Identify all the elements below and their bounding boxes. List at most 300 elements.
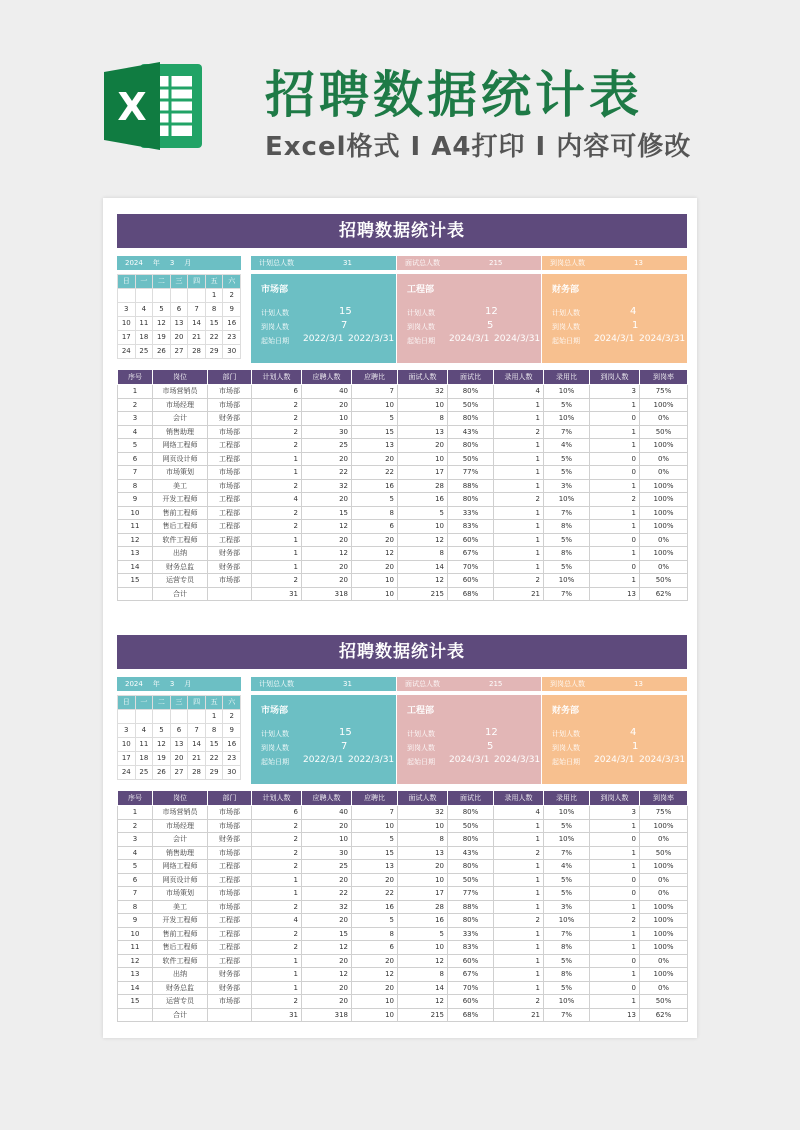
arrive-label: 到岗人数 xyxy=(552,744,580,752)
table-cell: 财务部 xyxy=(208,412,252,426)
calendar-header xyxy=(117,256,241,270)
table-cell: 32 xyxy=(302,900,352,914)
table-cell: 50% xyxy=(448,873,494,887)
table-cell: 1 xyxy=(252,560,302,574)
table-cell: 13 xyxy=(352,860,398,874)
table-cell: 10 xyxy=(352,995,398,1009)
calendar-day: 23 xyxy=(223,331,241,345)
table-cell: 100% xyxy=(640,900,688,914)
table-cell: 12 xyxy=(398,533,448,547)
table-row xyxy=(118,506,688,520)
table-cell: 28 xyxy=(398,900,448,914)
calendar-weekday: 日 xyxy=(118,696,136,710)
table-cell: 100% xyxy=(640,520,688,534)
table-cell: 20 xyxy=(302,819,352,833)
column-header: 到岗率 xyxy=(640,791,688,806)
table-cell: 1 xyxy=(590,425,640,439)
table-cell: 14 xyxy=(118,560,153,574)
table-cell: 美工 xyxy=(153,900,208,914)
table-cell: 15 xyxy=(118,995,153,1009)
table-cell: 12 xyxy=(302,968,352,982)
calendar-day: 12 xyxy=(153,317,171,331)
table-cell: 20 xyxy=(352,560,398,574)
svg-text:X: X xyxy=(117,85,147,129)
table-cell: 318 xyxy=(302,587,352,601)
table-cell: 80% xyxy=(448,860,494,874)
table-cell: 100% xyxy=(640,493,688,507)
table-cell: 1 xyxy=(252,547,302,561)
table-cell: 13 xyxy=(590,587,640,601)
table-cell: 7% xyxy=(544,506,590,520)
table-cell: 2 xyxy=(252,995,302,1009)
calendar-weekday: 日 xyxy=(118,275,136,289)
column-header: 部门 xyxy=(208,370,252,385)
table-cell: 50% xyxy=(640,425,688,439)
total-interview xyxy=(397,677,541,691)
table-cell: 14 xyxy=(118,981,153,995)
table-cell: 43% xyxy=(448,846,494,860)
table-cell: 网络工程师 xyxy=(153,439,208,453)
calendar-weekday: 四 xyxy=(188,275,206,289)
table-cell: 市场策划 xyxy=(153,887,208,901)
table-cell: 11 xyxy=(118,520,153,534)
column-header: 计划人数 xyxy=(252,370,302,385)
plan-value: 15 xyxy=(339,306,352,317)
plan-value: 4 xyxy=(630,727,637,738)
table-cell: 77% xyxy=(448,887,494,901)
table-cell: 5 xyxy=(352,493,398,507)
table-cell: 市场经理 xyxy=(153,819,208,833)
table-cell: 0% xyxy=(640,560,688,574)
table-cell: 12 xyxy=(352,968,398,982)
table-cell: 1 xyxy=(494,412,544,426)
table-cell: 75% xyxy=(640,385,688,399)
total-interview xyxy=(397,256,541,270)
table-cell: 4 xyxy=(118,846,153,860)
table-cell: 4 xyxy=(252,493,302,507)
table-cell: 88% xyxy=(448,900,494,914)
table-cell: 12 xyxy=(398,995,448,1009)
calendar-day: 25 xyxy=(136,766,154,780)
table-cell: 13 xyxy=(118,547,153,561)
table-cell: 0 xyxy=(590,833,640,847)
calendar-day: 3 xyxy=(118,303,136,317)
page-title: 招聘数据统计表 xyxy=(265,66,643,124)
table-cell: 13 xyxy=(590,1008,640,1022)
table-cell: 100% xyxy=(640,398,688,412)
table-cell: 2 xyxy=(494,425,544,439)
table-cell: 20 xyxy=(398,439,448,453)
table-cell: 16 xyxy=(398,914,448,928)
page-subtitle: Excel格式 I A4打印 I 内容可修改 xyxy=(265,132,692,162)
table-cell: 1 xyxy=(494,833,544,847)
table-row xyxy=(118,833,688,847)
column-header: 到岗人数 xyxy=(590,791,640,806)
table-cell: 2 xyxy=(252,900,302,914)
table-cell: 16 xyxy=(352,900,398,914)
table-row xyxy=(118,846,688,860)
start-date: 2022/3/1 xyxy=(303,755,344,765)
table-cell: 4% xyxy=(544,860,590,874)
table-cell: 10 xyxy=(302,833,352,847)
table-cell: 2 xyxy=(252,927,302,941)
excel-x-icon xyxy=(98,56,208,156)
table-cell: 财务部 xyxy=(208,833,252,847)
table-cell: 10 xyxy=(398,941,448,955)
plan-value: 15 xyxy=(339,727,352,738)
table-cell: 网络工程师 xyxy=(153,860,208,874)
table-cell: 1 xyxy=(494,506,544,520)
date-label: 起始日期 xyxy=(261,337,289,345)
table-cell: 1 xyxy=(494,873,544,887)
table-row xyxy=(118,520,688,534)
table-cell: 12 xyxy=(118,954,153,968)
table-cell: 75% xyxy=(640,806,688,820)
arrive-value: 5 xyxy=(487,320,494,331)
table-cell: 财务部 xyxy=(208,547,252,561)
table-cell: 5% xyxy=(544,981,590,995)
table-cell: 1 xyxy=(494,887,544,901)
calendar-weekday: 六 xyxy=(223,696,241,710)
dept-name: 财务部 xyxy=(552,706,580,716)
calendar-day: 7 xyxy=(188,303,206,317)
table-cell: 3 xyxy=(118,833,153,847)
table-cell: 市场部 xyxy=(208,574,252,588)
table-cell: 80% xyxy=(448,806,494,820)
table-cell: 0% xyxy=(640,981,688,995)
calendar-day: 23 xyxy=(223,752,241,766)
table-cell: 1 xyxy=(494,968,544,982)
table-cell: 10 xyxy=(398,520,448,534)
table-cell: 2 xyxy=(252,398,302,412)
start-date: 2024/3/1 xyxy=(449,755,490,765)
start-date: 2024/3/1 xyxy=(594,334,635,344)
end-date: 2024/3/31 xyxy=(494,334,541,344)
table-cell: 8% xyxy=(544,547,590,561)
calendar-day: 13 xyxy=(171,738,189,752)
plan-label: 计划人数 xyxy=(407,309,435,317)
table-cell: 市场营销员 xyxy=(153,806,208,820)
table-cell: 10% xyxy=(544,412,590,426)
table-cell: 8 xyxy=(352,927,398,941)
table-cell: 8 xyxy=(118,479,153,493)
table-cell: 10 xyxy=(118,927,153,941)
table-cell: 1 xyxy=(590,520,640,534)
calendar-day: 29 xyxy=(206,345,224,359)
table-cell: 5% xyxy=(544,819,590,833)
calendar-day: 26 xyxy=(153,766,171,780)
table-cell: 17 xyxy=(398,466,448,480)
calendar-day: 28 xyxy=(188,345,206,359)
table-body xyxy=(118,806,688,1022)
date-label: 起始日期 xyxy=(552,758,580,766)
table-cell: 会计 xyxy=(153,412,208,426)
table-cell: 0% xyxy=(640,833,688,847)
table-cell: 3 xyxy=(118,412,153,426)
calendar-day: 8 xyxy=(206,303,224,317)
table-cell: 25 xyxy=(302,860,352,874)
dept-card-finance xyxy=(542,274,687,363)
table-row xyxy=(118,452,688,466)
end-date: 2022/3/31 xyxy=(348,755,395,765)
calendar-day: 28 xyxy=(188,766,206,780)
table-cell: 1 xyxy=(590,574,640,588)
table-cell: 0% xyxy=(640,533,688,547)
column-header: 面试比 xyxy=(448,370,494,385)
total-label: 面试总人数 xyxy=(405,259,440,267)
table-row xyxy=(118,425,688,439)
table-cell: 8 xyxy=(398,547,448,561)
calendar-day: 11 xyxy=(136,738,154,752)
table-cell: 1 xyxy=(494,466,544,480)
table-cell: 运营专员 xyxy=(153,995,208,1009)
table-cell: 售后工程师 xyxy=(153,520,208,534)
table-cell: 1 xyxy=(590,819,640,833)
total-label: 计划总人数 xyxy=(259,680,294,688)
table-cell: 20 xyxy=(352,452,398,466)
table-cell: 30 xyxy=(302,425,352,439)
calendar-weekday: 三 xyxy=(171,696,189,710)
table-cell: 10 xyxy=(118,506,153,520)
calendar-day: 6 xyxy=(171,303,189,317)
table-cell: 10 xyxy=(352,398,398,412)
table-cell: 7% xyxy=(544,425,590,439)
date-label: 起始日期 xyxy=(552,337,580,345)
table-cell: 20 xyxy=(352,873,398,887)
sheet-paper xyxy=(103,198,697,1038)
table-cell: 22 xyxy=(352,887,398,901)
table-cell: 0% xyxy=(640,466,688,480)
table-cell: 100% xyxy=(640,914,688,928)
calendar-day: 25 xyxy=(136,345,154,359)
table-cell: 10% xyxy=(544,385,590,399)
calendar-day: 19 xyxy=(153,331,171,345)
table-cell: 工程部 xyxy=(208,954,252,968)
calendar-day: 16 xyxy=(223,738,241,752)
table-cell: 1 xyxy=(252,533,302,547)
table-cell: 工程部 xyxy=(208,533,252,547)
table-row xyxy=(118,574,688,588)
table-cell: 市场部 xyxy=(208,900,252,914)
table-cell: 15 xyxy=(118,574,153,588)
table-cell: 8 xyxy=(398,412,448,426)
table-cell: 0% xyxy=(640,412,688,426)
table-cell: 3 xyxy=(590,806,640,820)
table-cell: 9 xyxy=(118,493,153,507)
table-cell: 工程部 xyxy=(208,914,252,928)
total-plan xyxy=(251,677,396,691)
table-cell: 32 xyxy=(302,479,352,493)
table-cell: 31 xyxy=(252,1008,302,1022)
table-cell: 销售助理 xyxy=(153,425,208,439)
arrive-label: 到岗人数 xyxy=(261,323,289,331)
table-cell: 5% xyxy=(544,954,590,968)
calendar-day: 20 xyxy=(171,752,189,766)
table-cell: 318 xyxy=(302,1008,352,1022)
calendar-day: 27 xyxy=(171,766,189,780)
table-cell: 1 xyxy=(252,466,302,480)
table-cell: 20 xyxy=(302,452,352,466)
end-date: 2024/3/31 xyxy=(494,755,541,765)
calendar-day: 26 xyxy=(153,345,171,359)
calendar-month-label: 月 xyxy=(184,259,192,267)
table-cell: 40 xyxy=(302,806,352,820)
table-cell: 市场部 xyxy=(208,466,252,480)
table-cell: 21 xyxy=(494,1008,544,1022)
plan-label: 计划人数 xyxy=(261,309,289,317)
table-cell: 28 xyxy=(398,479,448,493)
calendar-month: 3 xyxy=(169,259,175,267)
column-header: 应聘比 xyxy=(352,791,398,806)
table-cell: 工程部 xyxy=(208,941,252,955)
total-value: 13 xyxy=(634,259,643,267)
table-cell: 50% xyxy=(640,574,688,588)
table-cell: 215 xyxy=(398,1008,448,1022)
column-header: 应聘人数 xyxy=(302,370,352,385)
date-label: 起始日期 xyxy=(407,758,435,766)
table-cell: 70% xyxy=(448,981,494,995)
date-label: 起始日期 xyxy=(261,758,289,766)
dept-card-engineering xyxy=(397,695,541,784)
column-header: 录用人数 xyxy=(494,791,544,806)
table-cell: 1 xyxy=(590,506,640,520)
table-row xyxy=(118,981,688,995)
calendar-day: 1 xyxy=(206,710,224,724)
table-cell: 1 xyxy=(590,941,640,955)
table-cell: 43% xyxy=(448,425,494,439)
table-cell: 1 xyxy=(252,968,302,982)
table-cell: 2 xyxy=(252,941,302,955)
table-header-row xyxy=(118,370,688,385)
table-cell: 8 xyxy=(118,900,153,914)
calendar-year: 2024 xyxy=(125,680,143,688)
table-cell: 100% xyxy=(640,439,688,453)
table-cell: 市场经理 xyxy=(153,398,208,412)
arrive-label: 到岗人数 xyxy=(552,323,580,331)
table-row xyxy=(118,900,688,914)
table-cell: 1 xyxy=(494,533,544,547)
table-cell: 12 xyxy=(302,941,352,955)
total-value: 13 xyxy=(634,680,643,688)
arrive-label: 到岗人数 xyxy=(407,323,435,331)
table-cell: 1 xyxy=(590,439,640,453)
table-cell: 工程部 xyxy=(208,520,252,534)
table-cell: 100% xyxy=(640,968,688,982)
table-cell: 10 xyxy=(352,587,398,601)
table-total-row xyxy=(118,1008,688,1022)
calendar-day: 16 xyxy=(223,317,241,331)
table-row xyxy=(118,860,688,874)
table-cell: 2 xyxy=(494,995,544,1009)
table-row xyxy=(118,941,688,955)
table-cell: 5 xyxy=(352,833,398,847)
calendar-day xyxy=(171,710,189,724)
table-cell: 83% xyxy=(448,520,494,534)
calendar-day: 30 xyxy=(223,766,241,780)
table-cell: 8 xyxy=(352,506,398,520)
table-cell: 2 xyxy=(118,398,153,412)
total-value: 31 xyxy=(343,680,352,688)
table-cell: 7% xyxy=(544,846,590,860)
table-cell: 1 xyxy=(590,547,640,561)
total-value: 215 xyxy=(489,680,503,688)
table-cell: 10% xyxy=(544,833,590,847)
dept-name: 市场部 xyxy=(261,285,289,295)
table-cell: 20 xyxy=(302,560,352,574)
table-cell: 20 xyxy=(302,954,352,968)
table-cell: 2 xyxy=(252,520,302,534)
calendar-weekday: 一 xyxy=(136,275,154,289)
table-cell: 1 xyxy=(252,954,302,968)
dept-card-market xyxy=(251,274,396,363)
table-cell: 68% xyxy=(448,587,494,601)
calendar-weekday: 二 xyxy=(153,275,171,289)
arrive-value: 1 xyxy=(632,741,639,752)
table-cell: 1 xyxy=(590,479,640,493)
table-cell: 4 xyxy=(494,806,544,820)
table-cell: 77% xyxy=(448,466,494,480)
table-cell: 0% xyxy=(640,452,688,466)
table-cell: 80% xyxy=(448,439,494,453)
table-cell: 2 xyxy=(252,846,302,860)
table-cell: 7 xyxy=(118,887,153,901)
table-cell: 7 xyxy=(118,466,153,480)
table-cell: 2 xyxy=(590,493,640,507)
table-cell: 12 xyxy=(398,954,448,968)
table-cell: 1 xyxy=(252,452,302,466)
table-cell: 4% xyxy=(544,439,590,453)
table-cell: 市场部 xyxy=(208,995,252,1009)
table-cell: 4 xyxy=(494,385,544,399)
calendar-weekday: 一 xyxy=(136,696,154,710)
calendar-day: 22 xyxy=(206,752,224,766)
recruit-table xyxy=(117,369,688,601)
calendar-day: 27 xyxy=(171,345,189,359)
arrive-value: 7 xyxy=(341,741,348,752)
table-cell: 2 xyxy=(252,425,302,439)
calendar-day xyxy=(118,710,136,724)
dept-card-finance xyxy=(542,695,687,784)
table-cell: 市场部 xyxy=(208,846,252,860)
calendar-day: 21 xyxy=(188,752,206,766)
table-cell: 6 xyxy=(352,520,398,534)
table-cell: 8 xyxy=(398,833,448,847)
table-cell: 1 xyxy=(494,547,544,561)
table-cell: 工程部 xyxy=(208,506,252,520)
total-label: 到岗总人数 xyxy=(550,680,585,688)
table-cell: 68% xyxy=(448,1008,494,1022)
table-cell: 1 xyxy=(494,398,544,412)
table-cell: 合计 xyxy=(153,1008,208,1022)
table-cell: 售后工程师 xyxy=(153,941,208,955)
column-header: 面试人数 xyxy=(398,370,448,385)
table-cell: 50% xyxy=(448,819,494,833)
table-cell: 33% xyxy=(448,927,494,941)
table-cell: 市场部 xyxy=(208,425,252,439)
table-cell: 合计 xyxy=(153,587,208,601)
calendar-day: 7 xyxy=(188,724,206,738)
table-cell: 30 xyxy=(302,846,352,860)
table-cell: 20 xyxy=(302,981,352,995)
table-cell: 工程部 xyxy=(208,493,252,507)
calendar-year: 2024 xyxy=(125,259,143,267)
table-row xyxy=(118,439,688,453)
table-row xyxy=(118,995,688,1009)
table-cell: 5% xyxy=(544,452,590,466)
table-cell: 80% xyxy=(448,385,494,399)
calendar-day: 5 xyxy=(153,724,171,738)
table-cell: 10 xyxy=(398,398,448,412)
